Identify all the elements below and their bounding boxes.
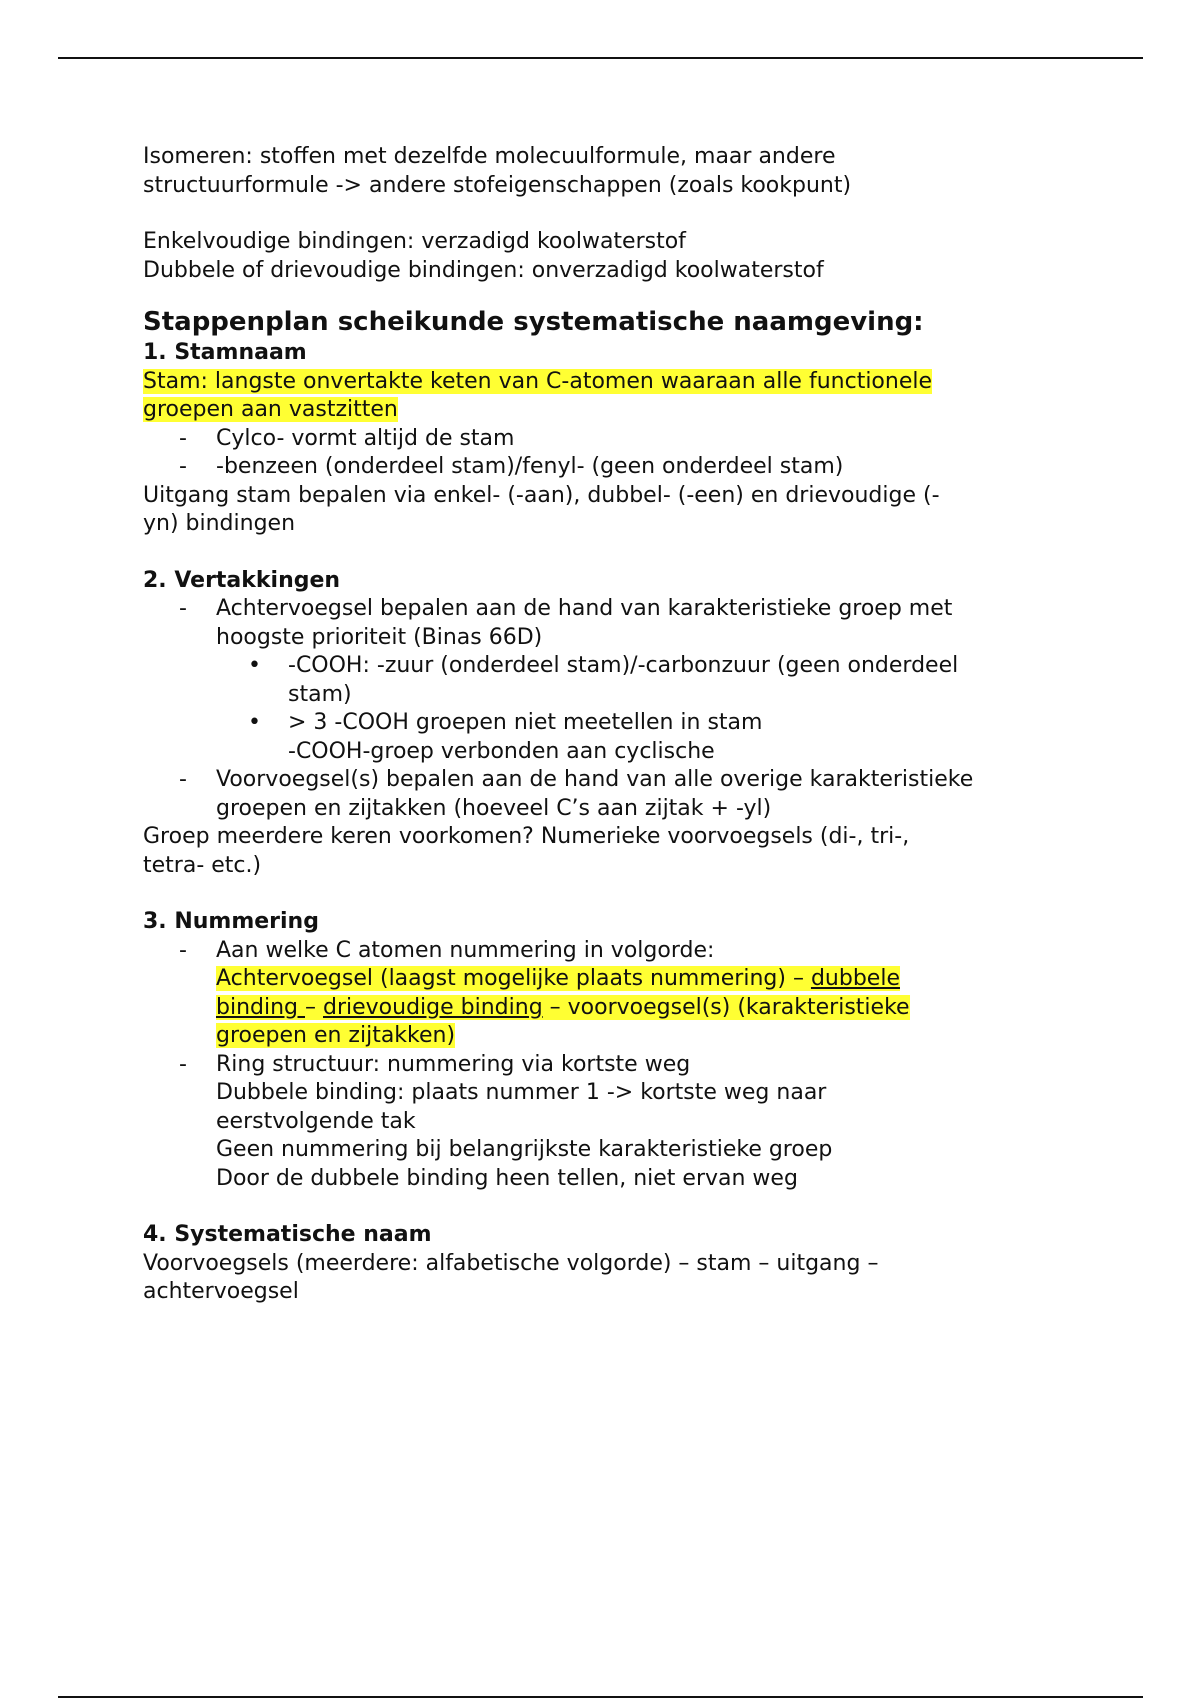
naam-line-2: achtervoegsel — [143, 1279, 299, 1304]
footer-rule — [58, 1696, 1143, 1698]
step1-heading: 1. Stamnaam — [143, 340, 307, 365]
order-part: Achtervoegsel (laagst mogelijke plaats nummering) – — [216, 966, 811, 991]
enkelvoudige-line: Enkelvoudige bindingen: verzadigd koolwaterstof — [143, 229, 686, 254]
step2-heading: 2. Vertakkingen — [143, 567, 341, 593]
header-rule — [58, 57, 1143, 59]
list-item-cont: Dubbele binding: plaats nummer 1 -> kortste weg naar — [216, 1080, 827, 1105]
order-part-underlined: dubbele — [810, 966, 900, 991]
order-part: – — [305, 994, 323, 1020]
order-part: – voorvoegsel(s) (karakteristieke — [542, 994, 910, 1020]
stam-definition-l2: groepen aan vastzitten — [143, 397, 398, 422]
document-body — [143, 143, 1063, 1307]
bullet-item-cont: -COOH-groep verbonden aan cyclische — [288, 738, 715, 764]
list-item: - Achtervoegsel bepalen aan de hand van karakteristieke groep met — [143, 595, 1063, 624]
list-item-cont: eerstvolgende tak — [216, 1108, 416, 1134]
bullet-item: • -COOH: -zuur (onderdeel stam)/-carbonzuur (geen onderdeel — [143, 652, 1063, 681]
nummering-order — [143, 965, 1063, 1051]
uitgang-line-1: Uitgang stam bepalen via enkel- (-aan), dubbel- (-een) en drievoudige (- — [143, 482, 940, 508]
list-item-cont: Geen nummering bij belangrijkste karakteristieke groep — [216, 1137, 833, 1162]
groep-line-2: tetra- etc.) — [143, 852, 262, 878]
stam-definition-l1: Stam: langste onvertakte keten van C-atomen waaraan alle functionele — [143, 368, 933, 394]
bullet-item: • > 3 -COOH groepen niet meetellen in stam — [143, 709, 1063, 738]
list-item-cont: hoogste prioriteit (Binas 66D) — [216, 624, 543, 650]
step4-heading: 4. Systematische naam — [143, 1222, 432, 1247]
isomeren-line-2: structuurformule -> andere stofeigenschappen (zoals kookpunt) — [143, 172, 852, 198]
bullet-item-cont: stam) — [288, 681, 352, 707]
stam-definition — [143, 368, 1063, 425]
list-item: - Voorvoegsel(s) bepalen aan de hand van alle overige karakteristieke — [143, 766, 1063, 795]
isomeren-line-1: Isomeren: stoffen met dezelfde molecuulformule, maar andere — [143, 144, 836, 169]
list-item: - Cylco- vormt altijd de stam — [143, 425, 1063, 454]
groep-line-1: Groep meerdere keren voorkomen? Numerieke voorvoegsels (di-, tri-, — [143, 824, 910, 849]
naam-line-1: Voorvoegsels (meerdere: alfabetische volgorde) – stam – uitgang – — [143, 1250, 879, 1276]
list-item: - Ring structuur: nummering via kortste weg — [143, 1051, 1063, 1080]
list-item-cont: Door de dubbele binding heen tellen, niet ervan weg — [216, 1165, 798, 1191]
order-part-underlined: binding — [216, 994, 305, 1020]
list-item: - Aan welke C atomen nummering in volgorde: — [143, 937, 1063, 966]
step3-heading: 3. Nummering — [143, 909, 319, 934]
list-item-cont: groepen en zijtakken (hoeveel C’s aan zijtak + -yl) — [216, 795, 772, 821]
dubbele-line: Dubbele of drievoudige bindingen: onverzadigd koolwaterstof — [143, 257, 824, 283]
order-part: groepen en zijtakken) — [216, 1023, 456, 1048]
list-item: - -benzeen (onderdeel stam)/fenyl- (geen onderdeel stam) — [143, 453, 1063, 482]
uitgang-line-2: yn) bindingen — [143, 511, 296, 536]
page-title: Stappenplan scheikunde systematische naamgeving: — [143, 307, 924, 337]
order-part-underlined: drievoudige binding — [323, 994, 543, 1020]
